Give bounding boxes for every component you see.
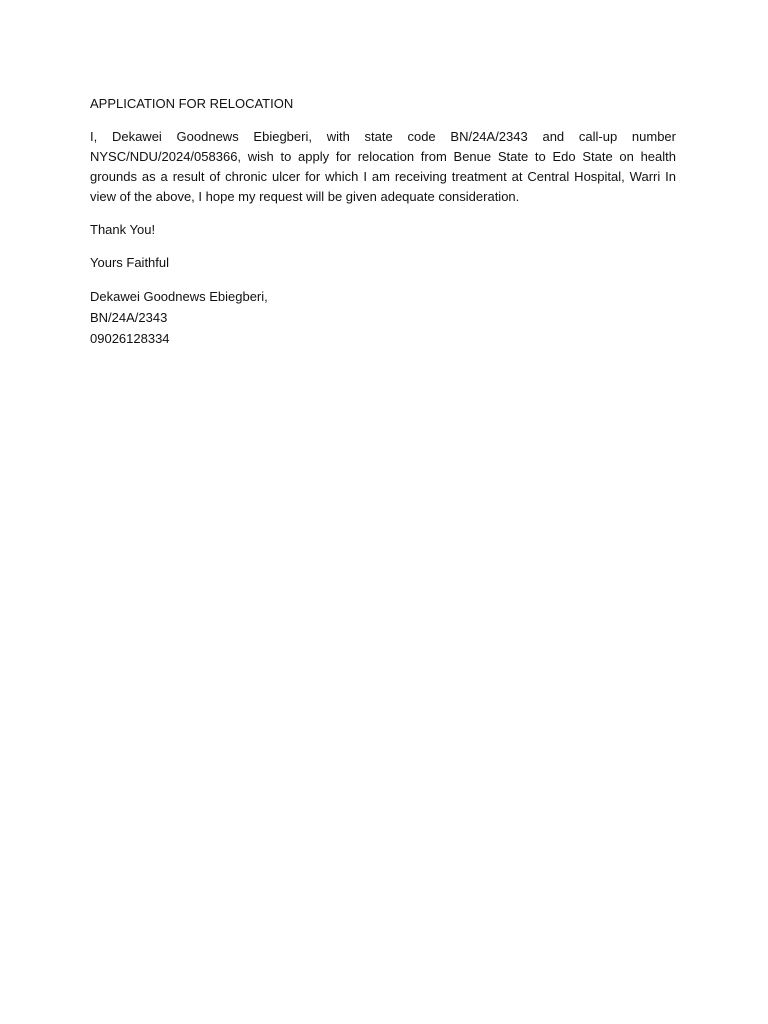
relocation-letter (90, 94, 676, 349)
letter-heading: APPLICATION FOR RELOCATION (90, 96, 294, 111)
signatory-state-code: BN/24A/2343 (90, 310, 168, 325)
thank-you-line: Thank You! (90, 222, 156, 237)
valediction: Yours Faithful (90, 255, 170, 270)
signatory-phone: 09026128334 (90, 331, 170, 346)
letter-body: I, Dekawei Goodnews Ebiegberi, with state code BN/24A/2343 and call-up number NYSC/NDU/2024/058366, wish to apply for relocation from Benue State to Edo State on health grounds as a result of chronic ulcer for which I am receiving treatment at Central Hospital, Warri In view of the above, I hope my request will be given adequate consideration. (90, 129, 676, 204)
signatory-name: Dekawei Goodnews Ebiegberi, (90, 289, 268, 304)
signature-block (90, 286, 676, 349)
